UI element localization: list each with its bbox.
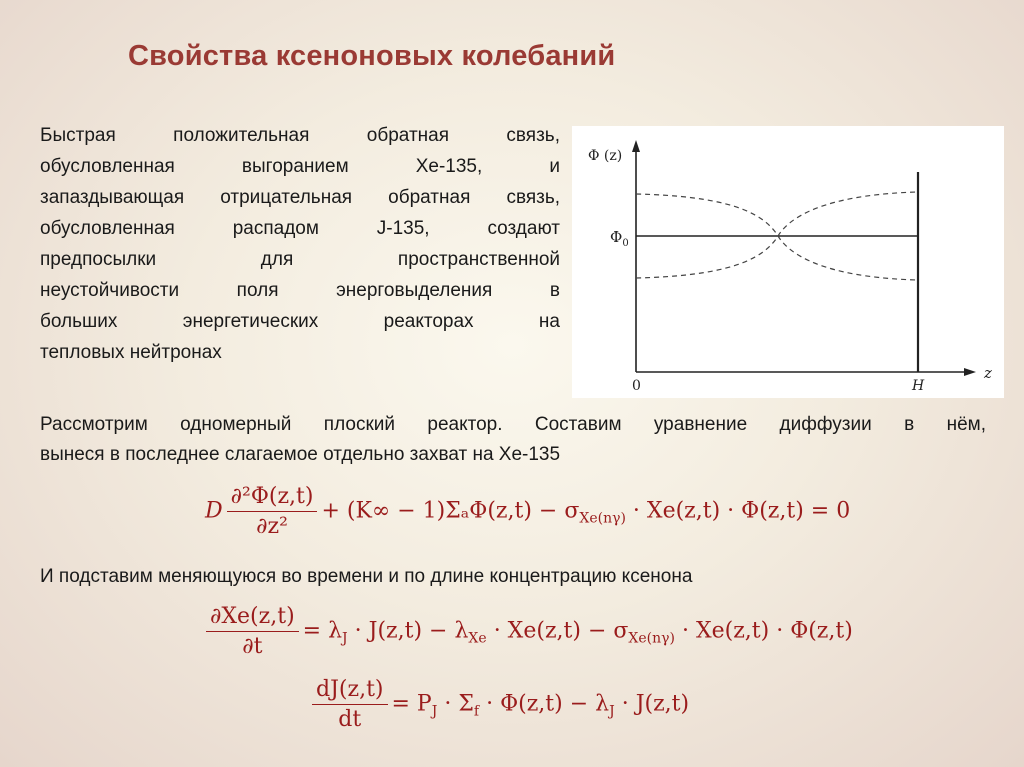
h-label: H [912,378,925,394]
eq3-part3: · Φ(z,t) − λ [486,691,610,717]
eq2-part3: · Xe(z,t) − σ [493,618,629,644]
eq2-fraction [206,604,299,659]
slide-title: Свойства ксеноновых колебаний [128,40,616,72]
paragraph-line: предпосылки для пространственной [40,249,560,270]
paragraph-line: Быстрая положительная обратная связь, [40,125,560,146]
paragraph-line: больших энергетических реакторах на [40,311,560,332]
eq1-fraction [227,484,318,539]
intro-paragraph [40,120,560,368]
flux-graph-svg [572,126,1004,398]
eq1-sigma-subscript: Xe(nγ) [579,510,626,527]
eq3-numerator: dJ(z,t) [312,677,388,705]
description-line: Рассмотрим одномерный плоский реактор. Составим уравнение диффузии в нём, [40,414,986,435]
reactor-description [40,410,986,470]
paragraph-line: тепловых нейтронах [40,342,222,363]
phi0-symbol: Φ [610,228,623,246]
substitution-text: И подставим меняющуюся во времени и по длине концентрацию ксенона [40,566,693,587]
diffusion-equation [205,484,850,539]
eq2-part2: · J(z,t) − λ [354,618,469,644]
eq1-middle: + (K∞ − 1)ΣₐΦ(z,t) − σ [321,498,580,524]
eq3-sigma-f-subscript: f [473,703,480,720]
eq2-numerator: ∂Xe(z,t) [206,604,299,632]
eq2-denominator: ∂t [242,634,263,659]
eq2-part1: = λ [302,618,343,644]
eq1-d: D [205,498,223,524]
dashed-curve-upper [636,194,918,280]
eq3-p-subscript: J [431,703,438,720]
eq1-numerator: ∂²Φ(z,t) [227,484,318,512]
eq3-part2: · Σ [444,691,474,717]
paragraph-line: обусловленная выгоранием Xe-135, и [40,156,560,177]
eq3-part4: · J(z,t) [621,691,690,717]
x-axis-label: z [984,364,992,382]
paragraph-line: обусловленная распадом J-135, создают [40,218,560,239]
description-line: вынеся в последнее слагаемое отдельно захват на Xe-135 [40,444,561,465]
xenon-equation [202,604,853,659]
iodine-equation [308,677,689,732]
eq3-fraction [312,677,388,732]
eq1-rest: · Xe(z,t) · Φ(z,t) = 0 [632,498,851,524]
phi0-subscript: 0 [622,238,629,249]
phi0-label [610,228,629,249]
eq3-denominator: dt [338,707,362,732]
y-axis-label: Φ (z) [588,148,623,164]
eq2-lambda-j-subscript: J [342,630,348,647]
origin-label: 0 [632,378,641,394]
eq2-lambda-xe-subscript: Xe [468,630,487,647]
flux-graph [572,126,1004,398]
eq2-part4: · Xe(z,t) · Φ(z,t) [681,618,853,644]
paragraph-line: запаздывающая отрицательная обратная связь, [40,187,560,208]
dashed-curve-lower [636,192,918,278]
eq2-sigma-subscript: Xe(nγ) [628,630,675,647]
x-axis-arrow [964,368,976,376]
y-axis-arrow [632,140,640,152]
paragraph-line: неустойчивости поля энерговыделения в [40,280,560,301]
eq1-denominator: ∂z² [256,514,288,539]
eq3-lambda-subscript: J [609,703,615,720]
eq3-part1: = P [391,691,432,717]
